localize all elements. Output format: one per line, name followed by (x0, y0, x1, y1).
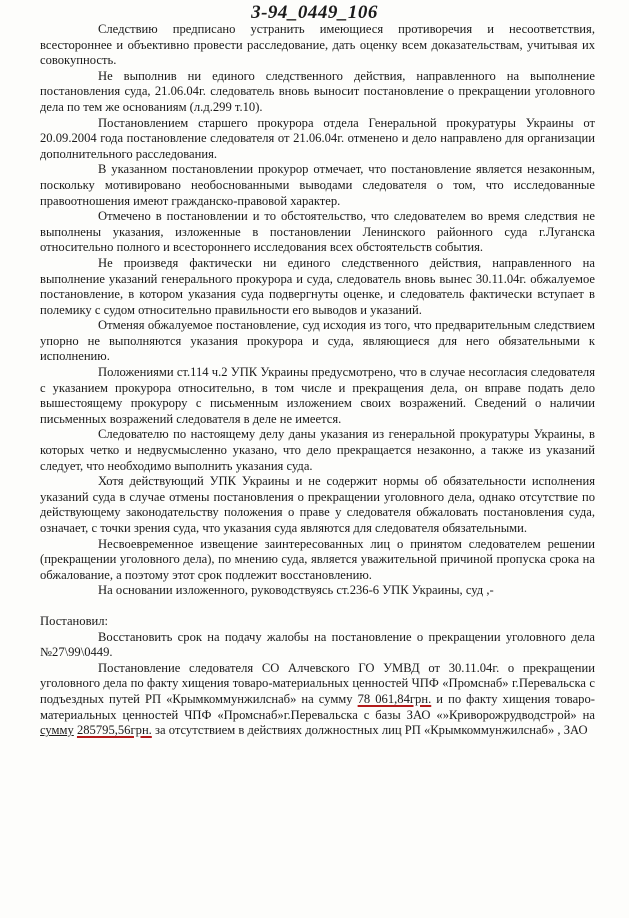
paragraph-3: Постановлением старшего прокурора отдела Генеральной прокуратуры Украины от 20.09.2004 года постановление следователя от 21.06.04г. отменено и дело направлено для организации дополнительного расследования. (40, 115, 595, 161)
resolution-heading: Постановил: (40, 613, 109, 628)
amount-2-prefix: сумму (40, 723, 74, 738)
paragraph-10: Хотя действующий УПК Украины и не содержит нормы об обязательности исполнения указаний суда в случае отмены постановления о прекращении уголовного дела, однако отсутствие по действующему законодательству положения о праве у следователя обжаловать постановления суда, означает, с точки зрения суда, что указания суда являются для следователя обязательными. (40, 474, 595, 535)
paragraph-5: Отмечено в постановлении и то обстоятельство, что следователем во время следствия не выполнены указания, изложенные в постановлении Ленинского районного суда г.Луганска относительно полного и всестороннего исследования всех обстоятельств события. (40, 209, 595, 255)
resolution-item-2-start: Постановление следователя СО Алчевского ГО УМВД от 30.11.04г. о прекращении уголовного дела по факту хищения товаро-материальных ценностей ЧПФ «Промснаб» г.Перевальска с подъездных путей РП «Крымкоммунжилснаб» на сумму (40, 660, 595, 706)
paragraph-9: Следователю по настоящему делу даны указания из генеральной прокуратуры Украины, в которых четко и недвусмысленно указано, что дело прекращается незаконно, а также из указаний следует, что необходимо выполнить указания суда. (40, 427, 595, 473)
amount-2: 285795,56грн. (76, 723, 152, 738)
paragraph-1: Следствию предписано устранить имеющиеся противоречия и несоответствия, всестороннее и объективно провести расследование, дать оценку всем доказательствам, учитывая их совокупность. (40, 22, 595, 68)
resolution-item-1: Восстановить срок на подачу жалобы на постановление о прекращении уголовного дела №27\99\0449. (40, 629, 595, 660)
paragraph-2: Не выполнив ни единого следственного действия, направленного на выполнение постановления суда, 21.06.04г. следователь вновь выносит постановление о прекращении уголовного дела по тем же основаниям (л.д.299 т.10). (40, 68, 595, 114)
resolution-item-2 (40, 661, 595, 739)
paragraph-8: Положениями ст.114 ч.2 УПК Украины предусмотрено, что в случае несогласия следователя с указанием прокурора относительно, в том числе и прекращения дела, он вправе подать дело вышестоящему прокурору с письменным изложением своих возражений. Сведений о наличии письменных возражений следователя в деле не имеется. (40, 365, 595, 426)
resolution-item-2-end: за отсутствием в действиях должностных лиц РП «Крымкоммунжилснаб» , ЗАО (154, 723, 588, 738)
case-number: 3-94_0449_106 (251, 2, 378, 23)
paragraph-12: На основании изложенного, руководствуясь ст.236-6 УПК Украины, суд ,- (98, 583, 494, 598)
document-body (40, 22, 595, 739)
paragraph-4: В указанном постановлении прокурор отмечает, что постановление является незаконным, поскольку мотивировано необоснованными выводами следователя о том, что исследованные правоотношения имеют гражданско-правовой характер. (40, 162, 595, 208)
paragraph-11: Несвоевременное извещение заинтересованных лиц о принятом следователем решении (прекращении уголовного дела), по мнению суда, является уважительной причиной пропуска срока на обжалование, а поэтому этот срок подлежит восстановлению. (40, 536, 595, 582)
resolution-item-2-middle: и по факту хищения товаро-материальных ценностей ЧПФ «Промснаб»г.Перевальска с базы ЗАО «»Криворожрудводстрой» на (40, 691, 595, 722)
paragraph-6: Не произведя фактически ни единого следственного действия, направленного на выполнение указаний генерального прокурора и суда, следователь вновь вынес 30.11.04г. обжалуемое постановление, в котором указания суда подвергнуты оценке, и следователь фактически вступает в полемику с судом относительно правильности его выводов и указаний. (40, 255, 595, 317)
amount-1: 78 061,84грн. (357, 691, 432, 706)
paragraph-7: Отменяя обжалуемое постановление, суд исходия из того, что предварительным следствием упорно не выполняются указания прокурора и суда, являющиеся для него обязательными к исполнению. (40, 318, 595, 364)
